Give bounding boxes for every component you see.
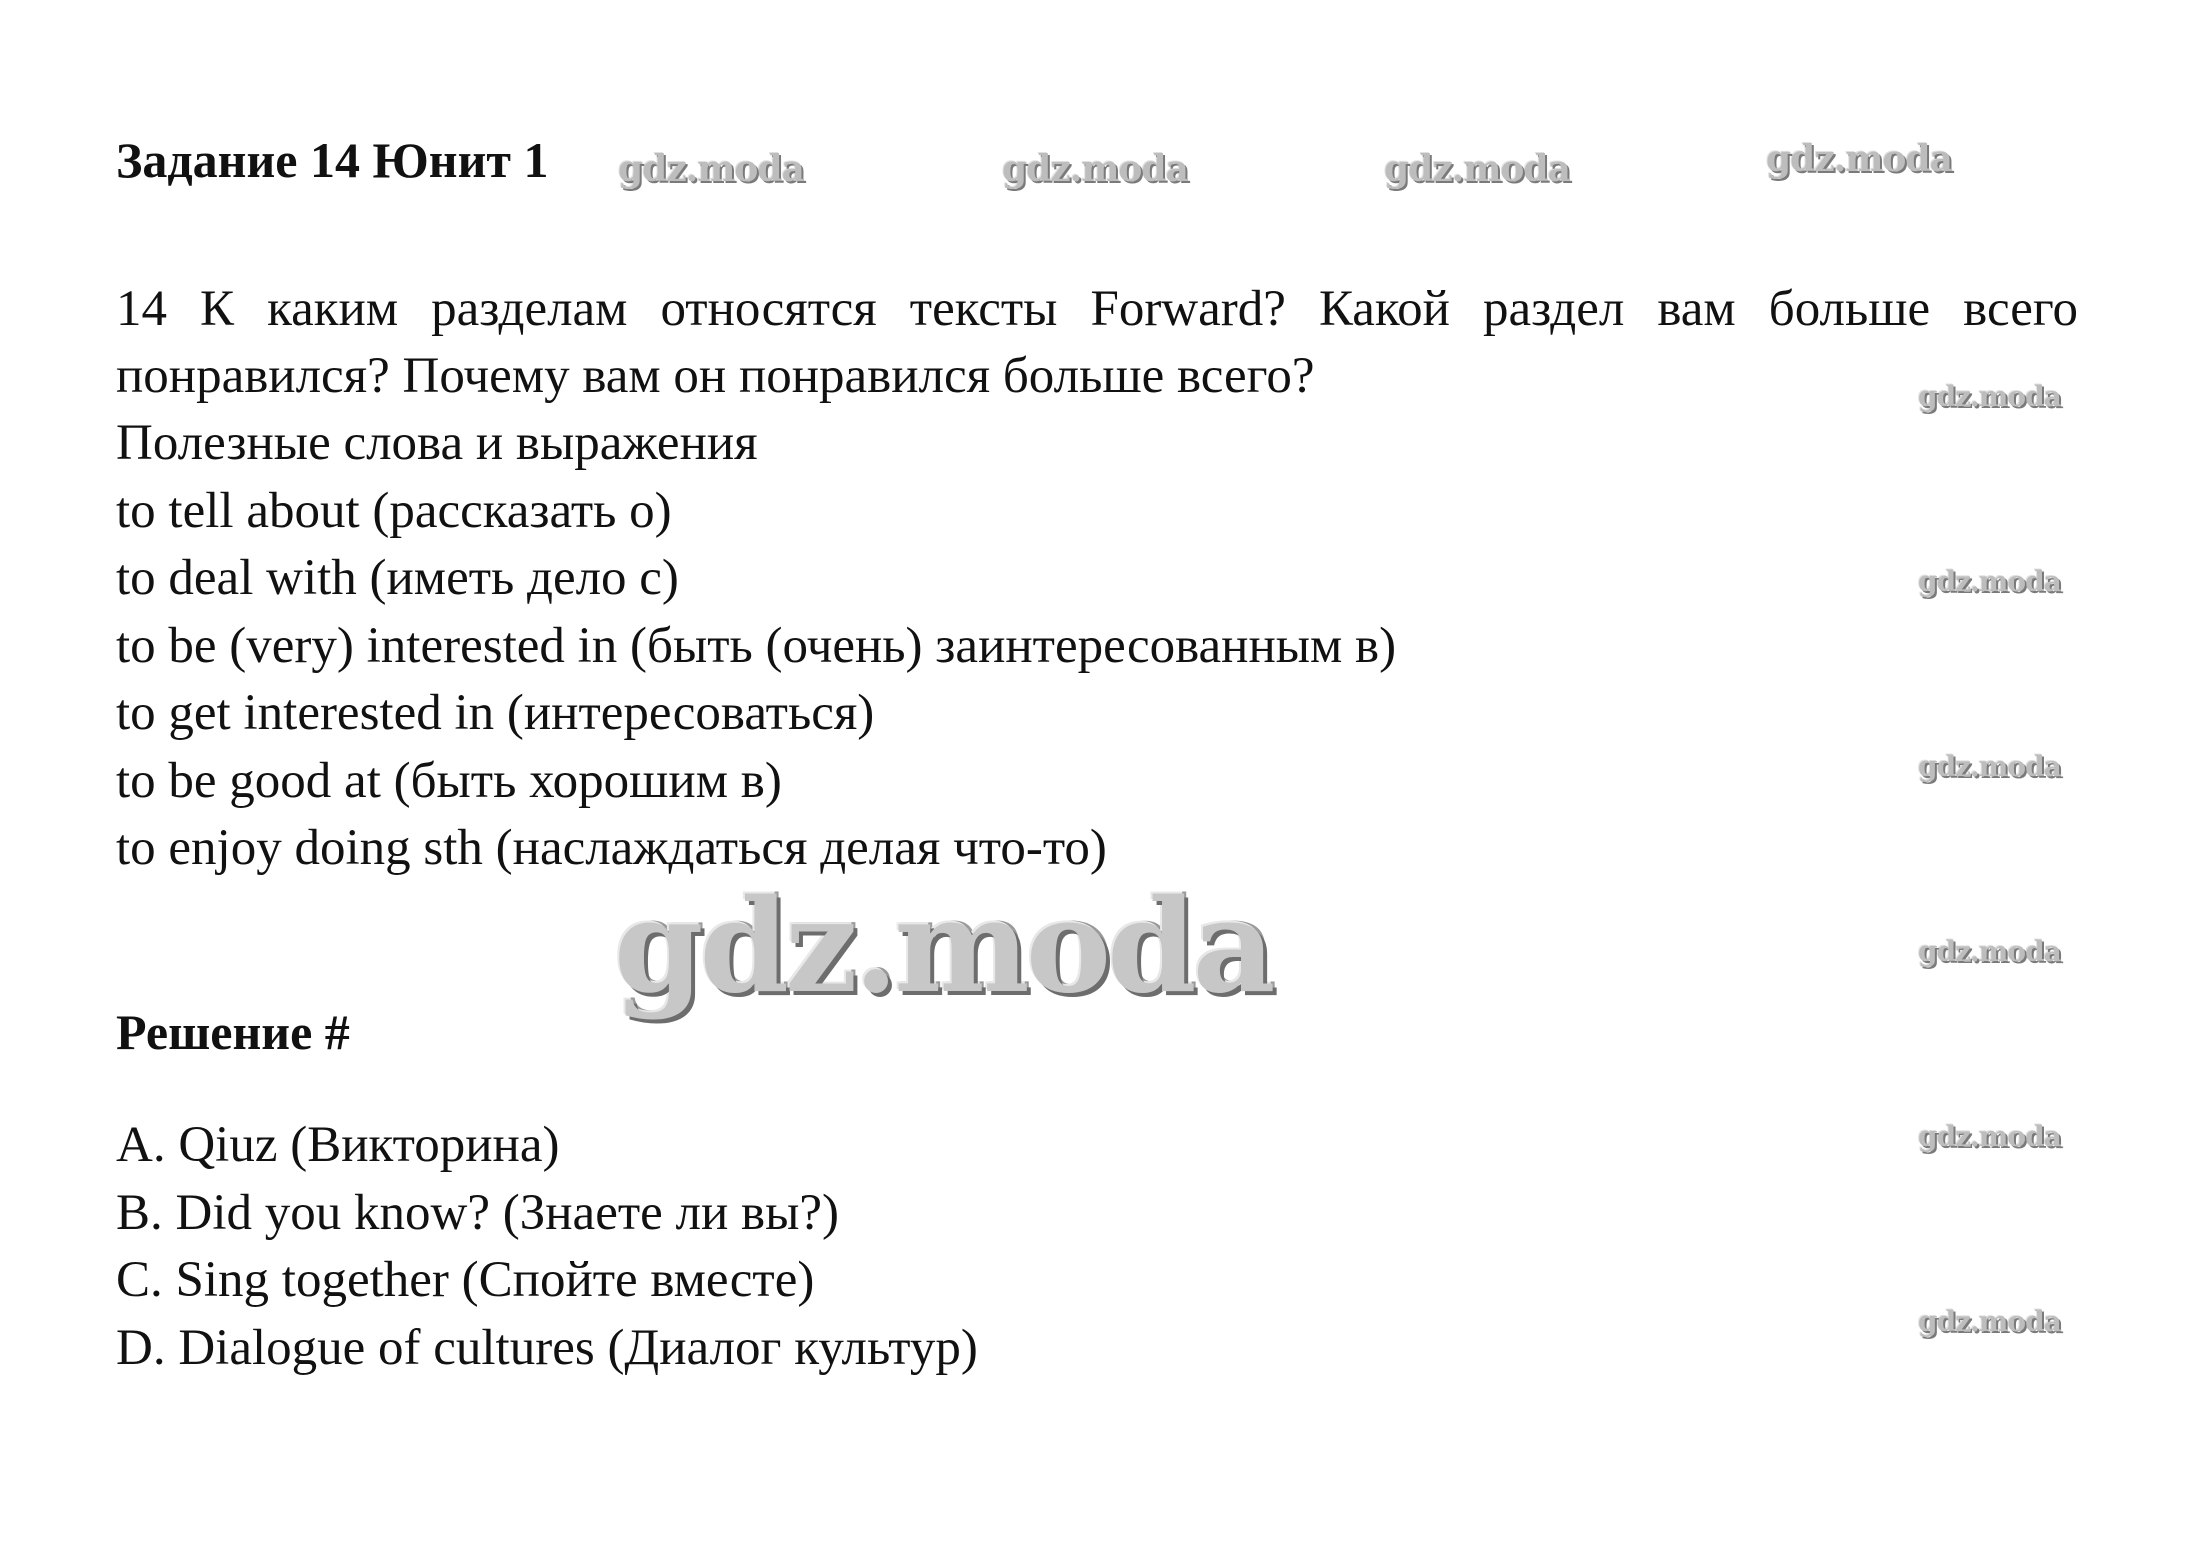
watermark: gdz.moda <box>1918 1120 2061 1153</box>
watermark: gdz.moda <box>1766 138 1952 180</box>
phrase-item: to get interested in (интересоваться) <box>116 685 875 741</box>
watermark: gdz.moda <box>1918 750 2061 783</box>
page-title: Задание 14 Юнит 1 <box>116 132 549 188</box>
watermark: gdz.moda <box>1002 148 1188 190</box>
answer-item: B. Did you know? (Знаете ли вы?) <box>116 1184 839 1241</box>
phrase-item: to be (very) interested in (быть (очень) заинтересованным в) <box>116 617 1397 674</box>
answer-item: A. Qiuz (Викторина) <box>116 1117 560 1173</box>
watermark: gdz.moda <box>1918 380 2061 413</box>
answer-item: C. Sing together (Спойте вместе) <box>116 1252 815 1308</box>
phrase-item: to enjoy doing sth (наслаждаться делая что-то) <box>116 820 1107 876</box>
question-text: 14 К каким разделам относятся тексты Forward? Какой раздел вам больше всего понравился? Почему вам он понравился больше всего? <box>116 281 2078 404</box>
answer-item: D. Dialogue of cultures (Диалог культур) <box>116 1319 978 1376</box>
watermark: gdz.moda <box>1918 935 2061 968</box>
watermark: gdz.moda <box>1384 148 1570 190</box>
solution-heading: Решение # <box>116 1004 350 1060</box>
phrase-item: to deal with (иметь дело с) <box>116 550 679 606</box>
watermark-large: gdz.moda <box>614 872 1272 1022</box>
phrase-item: to be good at (быть хорошим в) <box>116 752 782 809</box>
watermark: gdz.moda <box>1918 565 2061 598</box>
useful-phrases-heading: Полезные слова и выражения <box>116 415 758 471</box>
phrase-list <box>116 410 1396 883</box>
watermark: gdz.moda <box>618 148 804 190</box>
watermark: gdz.moda <box>1918 1305 2061 1338</box>
phrase-item: to tell about (рассказать о) <box>116 482 672 539</box>
answer-list <box>116 1112 978 1382</box>
